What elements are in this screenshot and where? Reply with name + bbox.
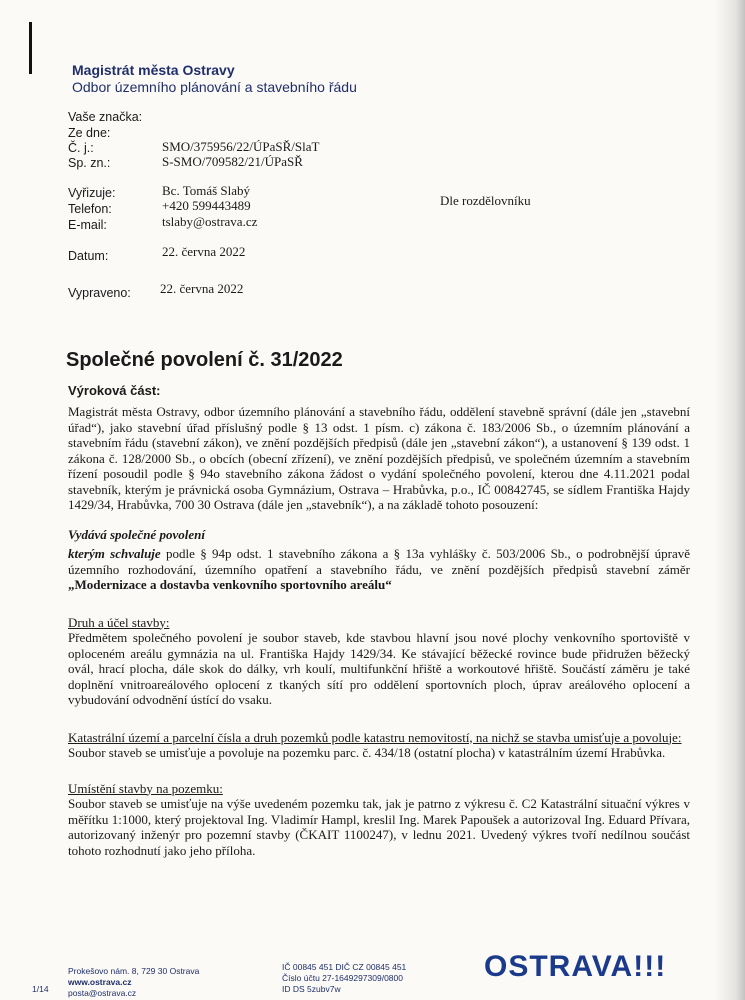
approval-text: podle § 94p odst. 1 stavebního zákona a § 13a vyhlášky č. 503/2006 Sb., o podrobnější úpravě územního rozhodování, územního opatření a stavebního řádu, ve znění pozdějších předpisů stavební záměr <box>68 546 690 577</box>
page-edge-shadow <box>715 0 745 1000</box>
handler-value: Bc. Tomáš Slabý <box>162 183 251 198</box>
footer-address: Prokešovo nám. 8, 729 30 Ostrava <box>68 966 200 976</box>
section-cadastre <box>68 730 690 761</box>
section-heading: Umístění stavby na pozemku: <box>68 780 223 796</box>
footer-contact <box>68 966 199 999</box>
section-placement <box>68 781 690 859</box>
ostrava-logo: OSTRAVA!!! <box>484 950 667 983</box>
footer-identifiers <box>282 962 406 995</box>
sent-value: 22. června 2022 <box>160 281 244 296</box>
page-title: Společné povolení č. 31/2022 <box>66 349 343 371</box>
your-ref-label: Vaše značka: <box>68 110 143 124</box>
letterhead <box>72 62 357 95</box>
date-label: Datum: <box>68 249 109 263</box>
footer-ico: IČ 00845 451 DIČ CZ 00845 451 <box>282 962 407 972</box>
section-purpose <box>68 615 690 708</box>
intro-paragraph: Magistrát města Ostravy, odbor územního plánování a stavebního řádu, oddělení stavebně správní (dále jen „stavební úřad“), jako stavební úřad příslušný podle § 13 odst. 1 písm. c) zákona č. 183/2006 Sb., o územním plánování a stavebním řádu (stavební zákon), ve znění pozdějších předpisů (dále jen „stavební zákon“), a ustanovení § 139 odst. 1 zákona č. 128/2000 Sb., o obcích (obecní zřízení), ve znění pozdějších předpisů, ve společném územním a stavebním řízení posoudil podle § 94o stavebního zákona žádost o vydání společného povolení, kterou dne 4.11.2021 podal stavebník, kterým je právnická osoba Gymnázium, Ostrava – Hrabůvka, p.o., IČ 00842745, se sídlem Františka Hajdy 1429/34, Hrabůvka, 700 30 Ostrava (dále jen „stavebník“), a na základě tohoto posouzení: <box>68 404 690 512</box>
footer-email[interactable]: posta@ostrava.cz <box>68 988 137 998</box>
handler-label: Vyřizuje: <box>68 186 116 200</box>
spzn-label: Sp. zn.: <box>68 156 111 170</box>
section-text: Předmětem společného povolení je soubor staveb, kde stavbou hlavní jsou nové plochy venkovního sportoviště v oploceném areálu gymnázia na ul. Františka Hajdy 1429/34. Ke stávající běžecké rovince bude přidružen běžecký ovál, hrací plocha, dále skok do dálky, vrh koulí, multifunkční hřiště a workoutové hřiště. Součástí záměru je také doplnění vnitroareálového oplocení z tkaných sítí pro oddělení sportovních ploch, úprav areálového oplocení a vybudování odvodnění ústící do vsaku. <box>68 630 690 707</box>
section-heading: Katastrální území a parcelní čísla a druh pozemků podle katastru nemovitostí, na nichž se stavba umisťuje a povoluje: <box>68 729 682 745</box>
operative-heading: Výroková část: <box>68 383 161 398</box>
approval-paragraph <box>68 546 690 593</box>
cj-label: Č. j.: <box>68 141 94 155</box>
sent-label: Vypraveno: <box>68 286 131 300</box>
section-heading: Druh a účel stavby: <box>68 614 170 630</box>
section-text: Soubor staveb se umisťuje a povoluje na pozemku parc. č. 434/18 (ostatní plocha) v katastrálním území Hrabůvka. <box>68 745 666 760</box>
department-name: Odbor územního plánování a stavebního řádu <box>72 79 357 95</box>
authority-name: Magistrát města Ostravy <box>72 62 235 78</box>
spzn-value: S-SMO/709582/21/ÚPaSŘ <box>162 154 303 169</box>
project-name: „Modernizace a dostavba venkovního sportovního areálu“ <box>68 577 392 592</box>
phone-label: Telefon: <box>68 202 112 216</box>
date-value: 22. června 2022 <box>162 244 246 259</box>
footer-account: Číslo účtu 27-1649297309/0800 <box>282 973 403 983</box>
email-value: tslaby@ostrava.cz <box>162 214 258 229</box>
phone-value: +420 599443489 <box>162 198 251 213</box>
issues-heading: Vydává společné povolení <box>68 526 205 542</box>
footer-web[interactable]: www.ostrava.cz <box>68 977 132 987</box>
recipient: Dle rozdělovníku <box>440 193 531 208</box>
email-label: E-mail: <box>68 218 107 232</box>
page-number: 1/14 <box>32 984 49 994</box>
decision-body <box>68 404 690 858</box>
footer-ids: ID DS 5zubv7w <box>282 984 341 994</box>
cj-value: SMO/375956/22/ÚPaSŘ/SlaT <box>162 139 320 154</box>
approval-lead: kterým schvaluje <box>68 546 161 561</box>
date-from-label: Ze dne: <box>68 126 111 140</box>
section-text: Soubor staveb se umisťuje na výše uvedeném pozemku tak, jak je patrno z výkresu č. C2 Katastrální situační výkres v měřítku 1:1000, který projektoval Ing. Vladimír Hampl, kreslil Ing. Marek Papoušek a autorizoval Ing. Eduard Přívara, autorizovaný inženýr pro pozemní stavby (ČKAIT 1100247), v lednu 2021. Uvedený výkres tvoří nedílnou součást tohoto rozhodnutí jako jeho příloha. <box>68 796 690 858</box>
margin-mark <box>29 22 32 74</box>
